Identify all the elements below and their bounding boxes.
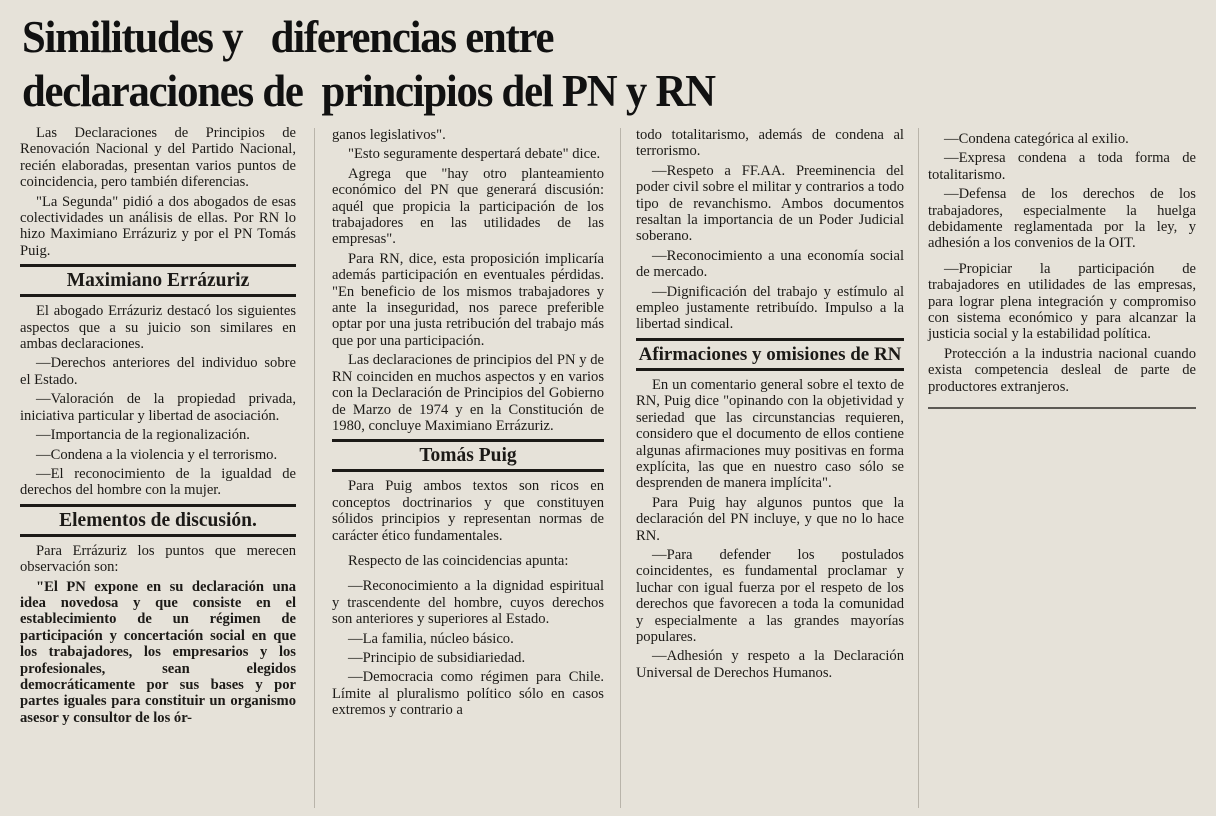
list-item: —Respeto a FF.AA. Preeminencia del poder civil sobre el militar y contrarios a todo tipo de revanchismo. Ambos documentos resaltan la importancia de un Poder Judicial soberano. — [636, 162, 904, 245]
intro-paragraph: "La Segunda" pidió a dos abogados de esas colectividades un análisis de ellas. Por RN lo hizo Maximiano Errázuriz y por el PN Tomás Puig. — [20, 193, 296, 259]
column-4 — [928, 131, 1196, 409]
paragraph: Las declaraciones de principios del PN y de RN coinciden en muchos aspectos y en varios con la Declaración de Principios del Gobierno de Marzo de 1974 y en la Constitución de 1980, concluye Maximiano Errázuriz. — [332, 352, 604, 434]
headline-line-2: declaraciones de principios del PN y RN — [22, 66, 715, 116]
paragraph: Respecto de las coincidencias apunta: — [348, 552, 569, 569]
paragraph: Agrega que "hay otro planteamiento económico del PN que generará discusión: aquél que propicia la participación de los trabajadores en las utilidades de las empresas". — [332, 165, 604, 248]
headline — [22, 10, 858, 118]
list-item: —Propiciar la participación de trabajadores en utilidades de las empresas, para lograr plena integración y compromiso con sistema económico y para alcanzar la justicia social y la estabilidad política. — [928, 260, 1196, 343]
column-divider — [918, 128, 919, 808]
list-item: —El reconocimiento de la igualdad de derechos del hombre con la mujer. — [20, 465, 296, 499]
list-item: —La familia, núcleo básico. — [348, 630, 514, 647]
list-item: —Defensa de los derechos de los trabajadores, especialmente la huelga debidamente reglamentada por la ley, y adhesión a los convenios de la OIT. — [928, 186, 1196, 252]
paragraph: Para Errázuriz los puntos que merecen observación son: — [20, 542, 296, 576]
column-2 — [332, 127, 604, 722]
list-item: Protección a la industria nacional cuando exista competencia desleal de parte de productores extranjeros. — [928, 345, 1196, 395]
list-item: —Dignificación del trabajo y estímulo al empleo justamente retribuído. Impulso a la libertad sindical. — [636, 283, 904, 333]
column-divider — [314, 128, 315, 808]
list-item: —Reconocimiento a una economía social de mercado. — [636, 247, 904, 281]
column-3 — [636, 127, 904, 684]
paragraph: ganos legislativos". — [332, 127, 446, 143]
subhead-elementos-de-discusion: Elementos de discusión. — [20, 504, 296, 537]
list-item: —Expresa condena a toda forma de totalitarismo. — [928, 150, 1196, 183]
end-rule — [928, 407, 1196, 409]
list-item: —Derechos anteriores del individuo sobre el Estado. — [20, 355, 296, 388]
subhead-maximiano-errazuriz: Maximiano Errázuriz — [20, 264, 296, 297]
bold-quote-paragraph: "El PN expone en su declaración una idea novedosa y que consiste en el establecimiento de un régimen de participación y concertación social en que los trabajadores, los empresarios y los profesionales, sean elegidos democráticamente por sus bases y por partes iguales para constituir un organismo asesor y consultor de los ór- — [20, 578, 296, 726]
paragraph: Para Puig hay algunos puntos que la declaración del PN incluye, y que no lo hace RN. — [636, 494, 904, 544]
column-divider — [620, 128, 621, 808]
column-1 — [20, 125, 296, 729]
paragraph: El abogado Errázuriz destacó los siguientes aspectos que a su juicio son similares en ambas declaraciones. — [20, 303, 296, 353]
list-item: —Reconocimiento a la dignidad espiritual y trascendente del hombre, cuyos derechos son anteriores y superiores al Estado. — [332, 578, 604, 628]
subhead-tomas-puig: Tomás Puig — [332, 439, 604, 472]
headline-line-1: Similitudes y diferencias entre — [22, 12, 554, 62]
paragraph: Para Puig ambos textos son ricos en conceptos doctrinarios y que constituyen sólidos principios y representan normas de carácter ético fundamentales. — [332, 478, 604, 544]
paragraph: "Esto seguramente despertará debate" dice. — [348, 146, 601, 163]
paragraph: Para RN, dice, esta proposición implicaría además participación en eventuales pérdidas. "En beneficio de los mismos trabajadores y ante la inseguridad, nos parece preferible optar por una justa retribución del trabajo más que por una participación. — [332, 250, 604, 349]
list-item: —Importancia de la regionalización. — [36, 427, 250, 444]
list-item: —Principio de subsidiariedad. — [348, 649, 526, 666]
list-item: —Condena categórica al exilio. — [944, 131, 1129, 147]
list-item: —Condena a la violencia y el terrorismo. — [36, 446, 278, 463]
paragraph: todo totalitarismo, además de condena al terrorismo. — [636, 127, 904, 160]
subhead-afirmaciones-y-omisiones: Afirmaciones y omisiones de RN — [636, 338, 904, 371]
list-item: —Adhesión y respeto a la Declaración Universal de Derechos Humanos. — [636, 648, 904, 681]
list-item: —Valoración de la propiedad privada, iniciativa particular y libertad de asociación. — [20, 391, 296, 424]
list-item: —Democracia como régimen para Chile. Límite al pluralismo político sólo en casos extremos y contrario a — [332, 669, 604, 719]
list-item: —Para defender los postulados coincidentes, es fundamental proclamar y luchar con igual fuerza por el respeto de los derechos que favorecen a toda la comunidad y especialmente a las grandes mayorías populares. — [636, 546, 904, 645]
intro-paragraph: Las Declaraciones de Principios de Renovación Nacional y del Partido Nacional, recién elaboradas, presentan varios puntos de coincidencia, pero también diferencias. — [20, 125, 296, 191]
paragraph: En un comentario general sobre el texto de RN, Puig dice "opinando con la objetividad y seriedad que las circunstancias requieren, considero que el documento de ellos contiene algunas afirmaciones muy positivas en forma explícita, las que en nuestro caso sólo se desprenden de manera implícita". — [636, 376, 904, 492]
